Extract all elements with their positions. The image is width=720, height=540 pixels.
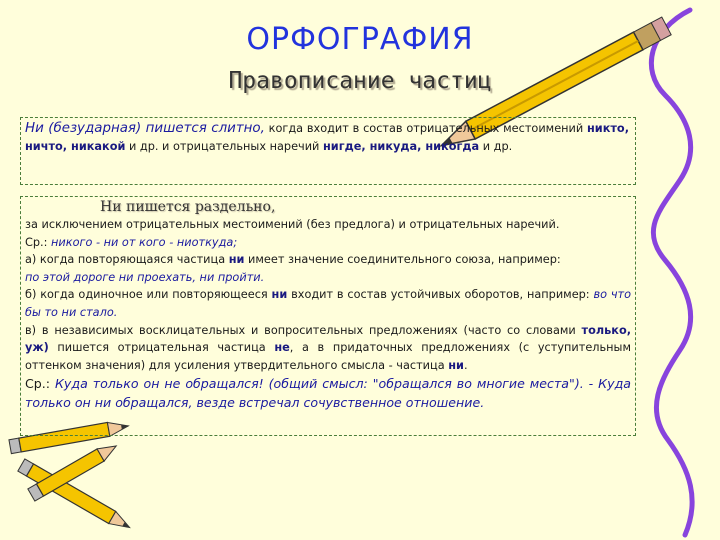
rule-text: Ср.:	[25, 235, 52, 249]
rule-example: никого - ни от кого - ниоткуда;	[51, 235, 238, 249]
rule-example: ни	[271, 288, 288, 302]
rule-example: ни	[448, 358, 464, 372]
rule-box-joined	[20, 117, 636, 185]
rule-text: , а в придаточных предложениях (с уступительным оттенком значения) для усиления утвердительного смысла - частица	[25, 341, 631, 372]
rule-text: б) когда одиночное или повторяющееся	[25, 288, 272, 302]
rule-example: ни	[228, 253, 245, 267]
rule-example: не	[274, 341, 290, 355]
rule-example: никто, ничто, никакой	[25, 122, 629, 153]
rule-example: только, уж)	[25, 323, 631, 355]
rule-paragraph	[25, 120, 629, 155]
rule-lead: Ни (безударная) пишется слитно,	[25, 121, 265, 136]
rule-text: а) когда повторяющаяся частица	[25, 253, 229, 267]
rule-line	[25, 269, 631, 287]
rule-example: нигде, никуда, никогда	[322, 139, 480, 153]
rule-box-separate	[20, 196, 636, 436]
rule-line	[25, 216, 631, 234]
rule-example: Куда только он не обращался! (общий смысл: "обращался во многие места"). - Куда только он ни обращался, везде встречал сочувственное отношение.	[25, 376, 631, 411]
rule-text: Ср.:	[25, 376, 55, 392]
rule-line	[25, 251, 631, 269]
rule-text: за исключением отрицательных местоимений (без предлога) и отрицательных наречий.	[25, 218, 560, 231]
rule-example: по этой дороге ни проехать, ни пройти.	[25, 270, 265, 284]
rule-text: .	[463, 358, 468, 372]
rule-text: входит в состав устойчивых оборотов, например:	[287, 288, 594, 302]
rule-example: во что бы то ни стало.	[25, 288, 632, 319]
rule-text: и др. и отрицательных наречий	[125, 139, 323, 153]
rule-text: в) в независимых восклицательных и вопросительных предложениях (часто со словами	[25, 323, 582, 337]
slide-subtitle: Правописание частиц	[228, 68, 492, 94]
rule-line	[25, 374, 631, 412]
rule-text: пишется отрицательная частица	[48, 341, 275, 355]
slide-title: ОРФОГРАФИЯ	[246, 22, 474, 57]
rule-text: имеет значение соединительного союза, например:	[244, 253, 561, 267]
rule-text: и др.	[479, 139, 513, 153]
rule-heading: Ни пишется раздельно,	[100, 199, 276, 215]
rule-line	[25, 322, 631, 375]
rule-line	[25, 234, 631, 252]
rule-line	[25, 286, 631, 321]
rule-text: когда входит в состав отрицательных местоимений	[264, 122, 587, 135]
